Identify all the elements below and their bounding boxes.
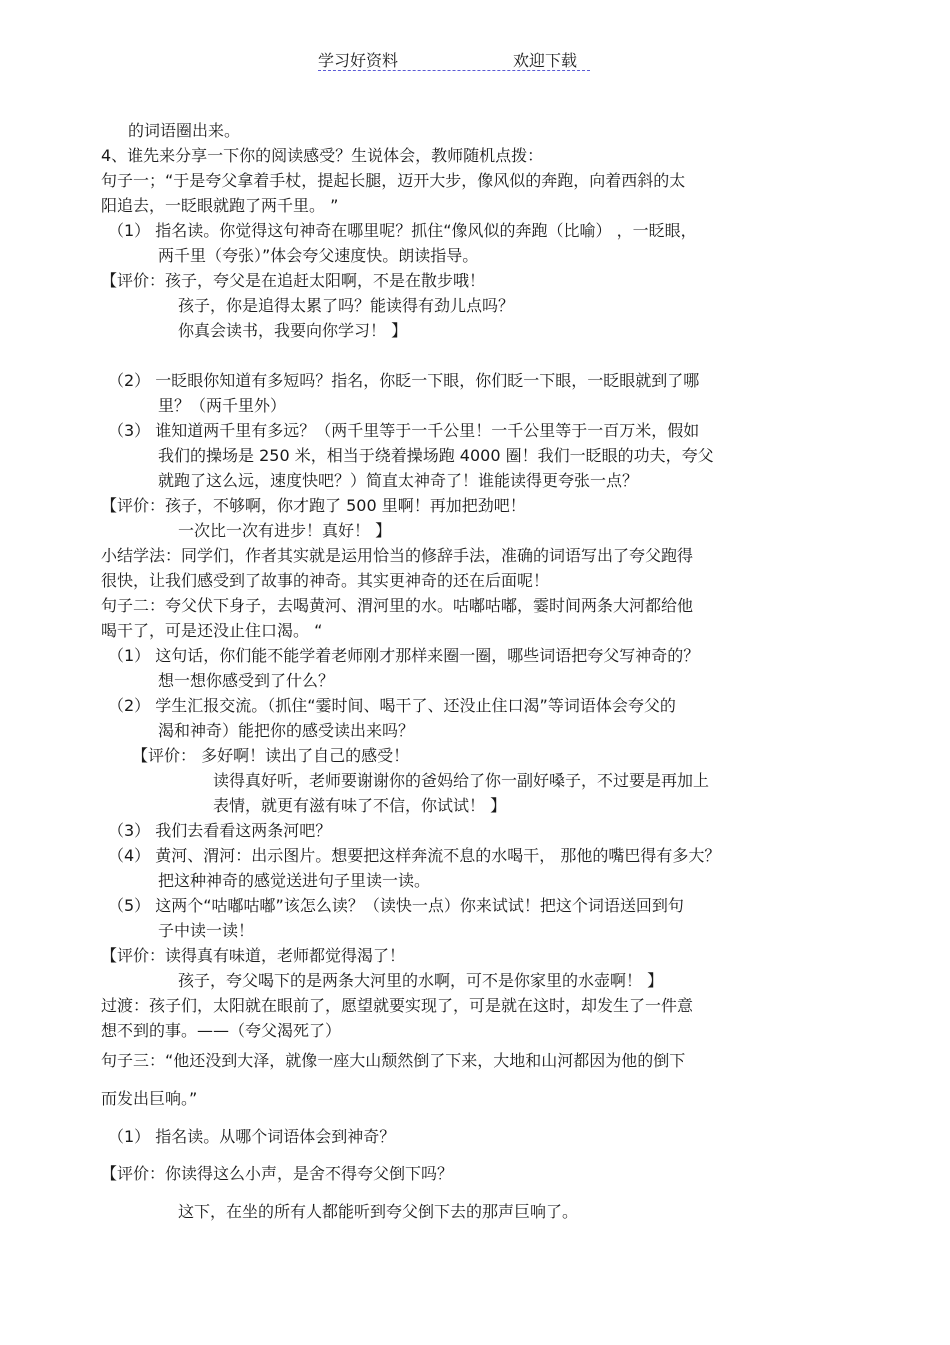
text-line: （2） 一眨眼你知道有多短吗？指名，你眨一下眼，你们眨一下眼，一眨眼就到了哪 — [108, 371, 700, 390]
text-line: 【评价：读得真有味道，老师都觉得渴了！ — [101, 946, 406, 965]
text-line: 【评价：你读得这么小声，是舍不得夸父倒下吗？ — [101, 1164, 454, 1183]
header-right-text: 欢迎下载 — [513, 51, 578, 70]
text-line: 的词语圈出来。 — [128, 121, 241, 140]
text-line: 把这种神奇的感觉送进句子里读一读。 — [158, 871, 431, 890]
text-line: 句子一；“于是夸父拿着手杖，提起长腿，迈开大步，像风似的奔跑，向着西斜的太 — [101, 171, 686, 190]
text-line: 一次比一次有进步！真好！ 】 — [178, 521, 392, 540]
text-line: 两千里（夸张）”体会夸父速度快。朗读指导。 — [158, 246, 479, 265]
text-line: 【评价：孩子，夸父是在追赶太阳啊，不是在散步哦！ — [101, 271, 486, 290]
page-header — [318, 48, 590, 74]
text-line: 表情，就更有滋有味了不信，你试试！ 】 — [213, 796, 507, 815]
text-line: （4） 黄河、渭河：出示图片。想要把这样奔流不息的水喝干， 那他的嘴巴得有多大？ — [108, 846, 721, 865]
text-line: 4、谁先来分享一下你的阅读感受？生说体会，教师随机点拨： — [101, 146, 544, 165]
text-line: 而发出巨响。” — [101, 1089, 198, 1108]
text-line: （5） 这两个“咕嘟咕嘟”该怎么读？（读快一点）你来试试！把这个词语送回到句 — [108, 896, 684, 915]
text-line: 我们的操场是 250 米，相当于绕着操场跑 4000 圈！我们一眨眼的功夫，夸父 — [158, 446, 714, 465]
text-line: 句子三：“他还没到大泽，就像一座大山颓然倒了下来，大地和山河都因为他的倒下 — [101, 1051, 686, 1070]
text-line: 喝干了，可是还没止住口渴。 “ — [101, 621, 323, 640]
text-line: 很快，让我们感受到了故事的神奇。其实更神奇的还在后面呢！ — [101, 571, 550, 590]
text-line: 想不到的事。——（夸父渴死了） — [101, 1021, 342, 1040]
text-line: 【评价：孩子，不够啊，你才跑了 500 里啊！再加把劲吧！ — [101, 496, 526, 515]
text-line: （1） 这句话，你们能不能学着老师刚才那样来圈一圈，哪些词语把夸父写神奇的？ — [108, 646, 700, 665]
text-line: 句子二：夸父伏下身子，去喝黄河、渭河里的水。咕嘟咕嘟，霎时间两条大河都给他 — [101, 596, 694, 615]
text-line: 【评价： 多好啊！读出了自己的感受！ — [132, 746, 410, 765]
text-line: 子中读一读！ — [158, 921, 255, 940]
text-line: （3） 谁知道两千里有多远？（两千里等于一千公里！一千公里等于一百万米，假如 — [108, 421, 700, 440]
text-line: 里？（两千里外） — [158, 396, 287, 415]
text-line: 就跑了这么远，速度快吧？）简直太神奇了！谁能读得更夸张一点？ — [158, 471, 639, 490]
text-line: 孩子，夸父喝下的是两条大河里的水啊，可不是你家里的水壶啊！ 】 — [178, 971, 664, 990]
text-line: 渴和神奇）能把你的感受读出来吗？ — [158, 721, 415, 740]
text-line: 这下，在坐的所有人都能听到夸父倒下去的那声巨响了。 — [178, 1202, 579, 1221]
text-line: 孩子，你是追得太累了吗？能读得有劲儿点吗？ — [178, 296, 515, 315]
text-line: 想一想你感受到了什么？ — [158, 671, 335, 690]
text-line: 阳追去，一眨眼就跑了两千里。 ” — [101, 196, 339, 215]
text-line: （2） 学生汇报交流。（抓住“霎时间、喝干了、还没止住口渴”等词语体会夸父的 — [108, 696, 676, 715]
text-line: 小结学法：同学们，作者其实就是运用恰当的修辞手法，准确的词语写出了夸父跑得 — [101, 546, 694, 565]
text-line: 过渡：孩子们，太阳就在眼前了，愿望就要实现了，可是就在这时，却发生了一件意 — [101, 996, 694, 1015]
header-left-text: 学习好资料 — [318, 51, 399, 70]
header-dashed-underline — [318, 70, 590, 71]
text-line: （3） 我们去看看这两条河吧？ — [108, 821, 332, 840]
text-line: 读得真好听，老师要谢谢你的爸妈给了你一副好嗓子，不过要是再加上 — [213, 771, 710, 790]
text-line: （1） 指名读。你觉得这句神奇在哪里呢？抓住“像风似的奔跑（比喻） ，一眨眼， — [108, 221, 697, 240]
text-line: 你真会读书，我要向你学习！ 】 — [178, 321, 408, 340]
text-line: （1） 指名读。从哪个词语体会到神奇？ — [108, 1127, 396, 1146]
